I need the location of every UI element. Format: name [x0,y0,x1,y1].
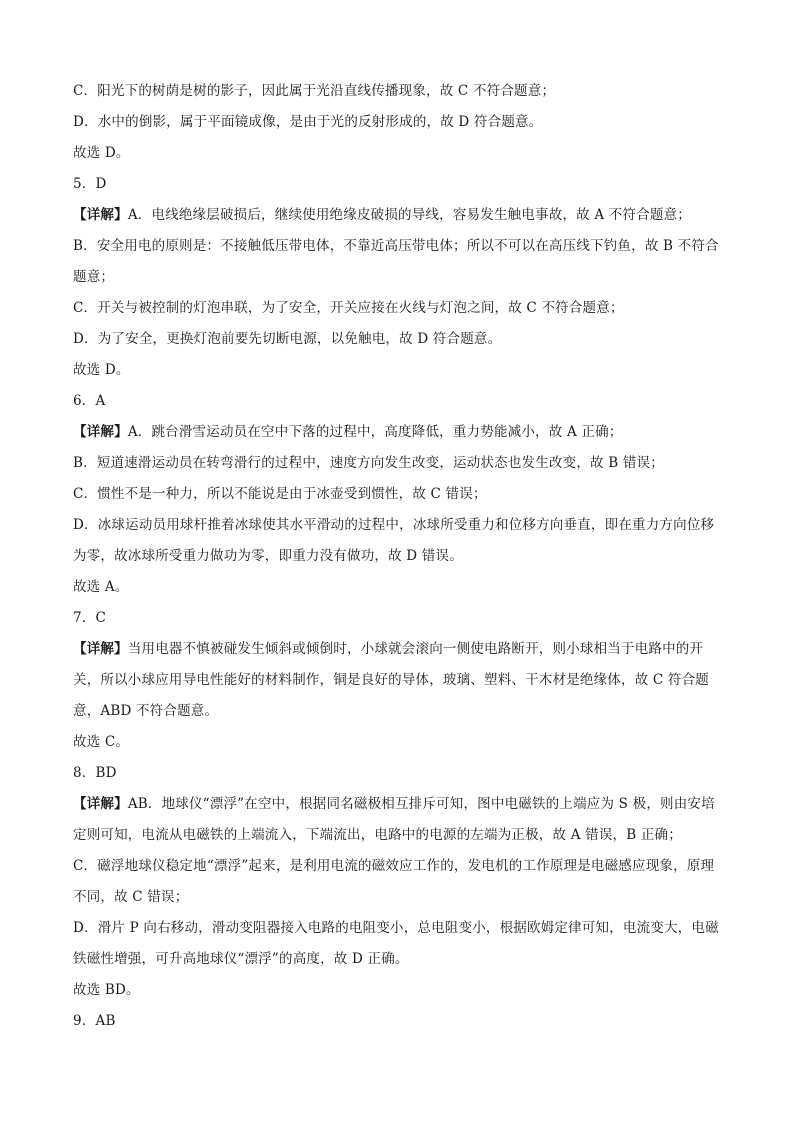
text-line [73,605,723,636]
text-line [73,264,723,295]
detail-tag: 【详解】 [73,207,128,223]
line-text: A．电线绝缘层破损后，继续使用绝缘皮破损的导线，容易发生触电事故，故 A 不符合题意； [127,207,691,223]
line-text: 故选 C。 [73,734,130,750]
text-line [73,388,723,419]
line-text: 故选 D。 [73,362,130,378]
line-text: C．阳光下的树荫是树的影子，因此属于光沿直线传播现象，故 C 不符合题意； [73,83,556,99]
line-text: A．跳台滑雪运动员在空中下落的过程中，高度降低，重力势能减小，故 A 正确； [127,424,623,440]
line-text: 当用电器不慎被碰发生倾斜或倾倒时，小球就会滚向一侧使电路断开，则小球相当于电路中的开 [127,641,704,657]
text-line [73,946,723,977]
line-text: 6．A [73,393,106,409]
text-line [73,574,723,605]
text-line [73,171,723,202]
detail-tag: 【详解】 [73,796,128,812]
text-line [73,636,723,667]
text-line [73,853,723,884]
line-text: C．惯性不是一种力，所以不能说是由于冰壶受到惯性，故 C 错误； [73,486,487,502]
text-line [73,667,723,698]
text-line [73,202,723,233]
line-text: AB．地球仪“漂浮”在空中，根据同名磁极相互排斥可知，图中电磁铁的上端应为 S 极，则由安培 [127,796,715,812]
line-text: 故选 A。 [73,579,129,595]
text-line [73,698,723,729]
line-text: 关，所以小球应用导电性能好的材料制作，铜是良好的导体，玻璃、塑料、干木材是绝缘体，故 C 符合题 [73,672,710,688]
text-line [73,481,723,512]
line-text: 不同，故 C 错误； [73,889,189,905]
text-line [73,419,723,450]
line-text: 题意； [73,269,115,285]
line-text: B．短道速滑运动员在转弯滑行的过程中，速度方向发生改变，运动状态也发生改变，故 B 错误； [73,455,664,471]
text-line [73,512,723,543]
text-line [73,915,723,946]
answer-text-body [73,78,723,1039]
text-line [73,977,723,1008]
line-text: D．滑片 P 向右移动，滑动变阻器接入电路的电阻变小，总电阻变小，根据欧姆定律可知，电流变大，电磁 [73,920,719,936]
line-text: D．为了安全，更换灯泡前要先切断电源，以免触电，故 D 符合题意。 [73,331,502,347]
line-text: 8．BD [73,765,117,781]
line-text: D．水中的倒影，属于平面镜成像，是由于光的反射形成的，故 D 符合题意。 [73,114,543,130]
text-line [73,78,723,109]
text-line [73,109,723,140]
text-line [73,543,723,574]
line-text: C．磁浮地球仪稳定地“漂浮”起来，是利用电流的磁效应工作的，发电机的工作原理是电磁感应现象，原理 [73,858,715,874]
text-line [73,729,723,760]
line-text: 铁磁性增强，可升高地球仪“漂浮”的高度，故 D 正确。 [73,951,409,967]
text-line [73,884,723,915]
text-line [73,357,723,388]
line-text: 意，ABD 不符合题意。 [73,703,219,719]
text-line [73,326,723,357]
line-text: 故选 D。 [73,145,130,161]
line-text: 定则可知，电流从电磁铁的上端流入，下端流出，电路中的电源的左端为正极，故 A 错误，B 正确； [73,827,682,843]
detail-tag: 【详解】 [73,641,128,657]
text-line [73,295,723,326]
text-line [73,140,723,171]
line-text: 7．C [73,610,107,626]
line-text: 为零，故冰球所受重力做功为零，即重力没有做功，故 D 错误。 [73,548,463,564]
detail-tag: 【详解】 [73,424,128,440]
text-line [73,450,723,481]
text-line [73,760,723,791]
text-line [73,822,723,853]
line-text: 9．AB [73,1013,116,1029]
line-text: D．冰球运动员用球杆推着冰球使其水平滑动的过程中，冰球所受重力和位移方向垂直，即在重力方向位移 [73,517,715,533]
line-text: 故选 BD。 [73,982,140,998]
line-text: 5．D [73,176,107,192]
line-text: B．安全用电的原则是：不接触低压带电体，不靠近高压带电体；所以不可以在高压线下钓鱼，故 B 不符合 [73,238,719,254]
text-line [73,791,723,822]
text-line [73,1008,723,1039]
line-text: C．开关与被控制的灯泡串联，为了安全，开关应接在火线与灯泡之间，故 C 不符合题意； [73,300,624,316]
text-line [73,233,723,264]
